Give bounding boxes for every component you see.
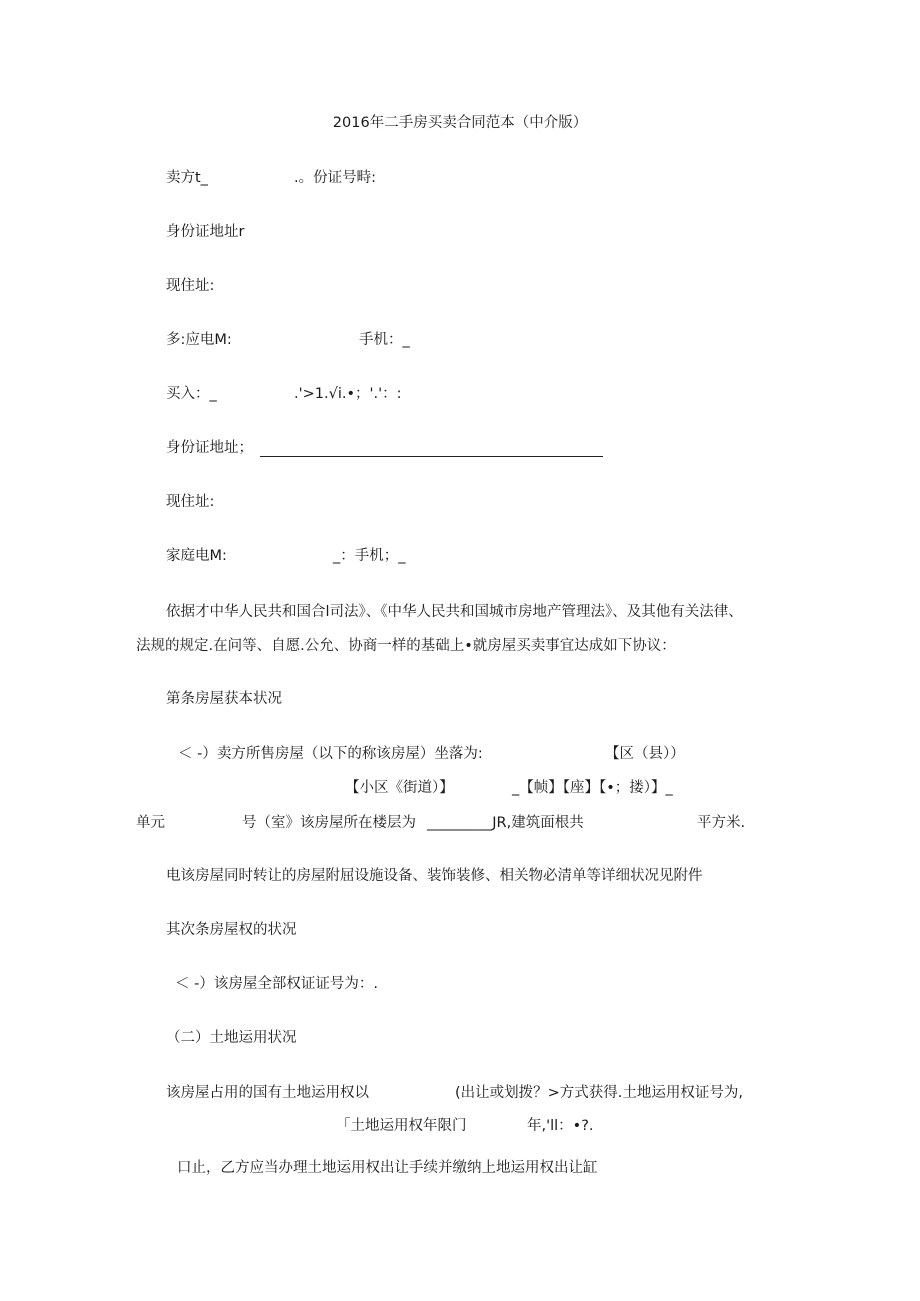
article-1-item-1-g: _________JR,建筑面根共 [427,815,584,831]
article-2-item-2: （二）土地运用状况 [166,1030,297,1046]
document-title: 2016年二手房买卖合同范本（中介版） [332,115,588,131]
buyer-current-address: 现住址: [166,494,215,510]
buyer-mobile: _：手机；_ [333,548,406,564]
seller-id-address: 身份证地址r [166,224,245,240]
article-2-para-e: 口止，乙方应当办理土地运用权出让手续并缴纳上地运用权出让缸 [177,1160,598,1176]
buyer-label: 买入：_ [166,386,217,402]
article-2-item-1: ＜ -）该房屋全部权证证号为：. [175,976,378,992]
article-1-item-1-f: 号（室》该房屋所在楼层为 [242,815,416,831]
article-1-item-1-h: 平方米. [697,815,746,831]
article-2-para-a: 该房屋占用的国有土地运用权以 [166,1085,369,1101]
article-1-item-1-b: 【区（县）） [605,746,685,762]
buyer-id-address: 身份证地址； [166,440,253,456]
seller-current-address: 现住址: [166,278,215,294]
article-1-heading: 第条房屋获本状况 [166,691,282,707]
article-1-item-2: 电该房屋同时转让的房屋附屈设施设备、装饰装修、相关物必清单等详细状况见附件 [166,868,703,884]
preamble-line-2: 法规的规定.在问等、自愿.公允、协商一样的基础上•就房屋买卖事宜达成如下协议： [136,638,676,654]
preamble-line-1: 依据才中华人民共和国合l司法》、《中华人民共和国城市房地产管理法》、及其他有关法律、 [166,604,743,620]
seller-id-label: .。份证号畤: [294,170,376,186]
article-2-para-b: (出让或划拨？>方式获得.土地运用权证号为, [455,1085,744,1101]
article-1-item-1-c: 【小区《街道）】 [345,780,454,796]
buyer-phone: 家庭电M: [166,548,227,564]
seller-phone: 多:应电M: [166,332,232,348]
article-2-para-c: 「土地运用权年限门 [336,1118,467,1134]
article-1-item-1-a: ＜ -）卖方所售房屋（以下的称该房屋）坐落为: [178,746,483,762]
article-2-para-d: 年,'ll：•?. [527,1118,594,1134]
article-1-item-1-e: 单元 [136,815,165,831]
buyer-id-address-underline [260,456,603,457]
buyer-id-label: .'>1.√i.•；'.'：: [294,386,402,402]
seller-mobile: 手机：_ [359,332,410,348]
article-2-heading: 其次条房屋权的状况 [166,922,297,938]
article-1-item-1-d: _【帧】【座】【•；搂）】_ [512,780,673,796]
seller-label: 卖方t_ [166,170,208,186]
